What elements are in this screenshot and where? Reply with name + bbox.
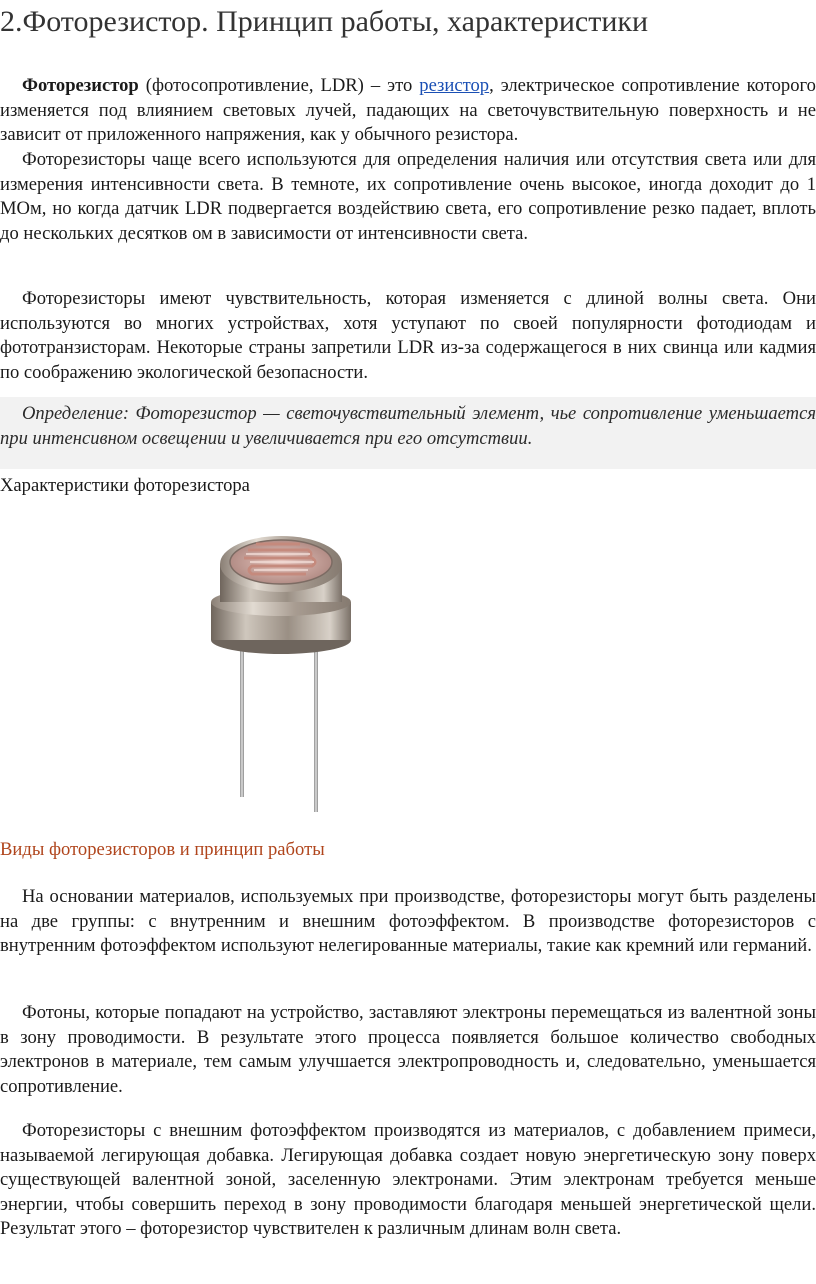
heading-types: Виды фоторезисторов и принцип работы [0, 839, 325, 860]
intro-paragraph [0, 74, 816, 148]
paragraph-photons: Фотоны, которые попадают на устройство, заставляют электроны перемещаться из валентной зоны в зону проводимости. В результате этого процесса появляется большое количество свободных электронов в материале, тем самым улучшается электропроводность и, следовательно, уменьшается сопротивление. [0, 1002, 816, 1097]
heading-characteristics: Характеристики фоторезистора [0, 475, 250, 496]
intro-term: Фоторезистор [22, 75, 139, 96]
resistor-link[interactable]: резистор [419, 75, 490, 96]
paragraph-sensitivity: Фоторезисторы имеют чувствительность, которая изменяется с длиной волны света. Они используются во многих устройствах, хотя уступают по своей популярности фотодиодам и фототранзисторам. Некоторые страны запретили LDR из-за содержащегося в них свинца или кадмия по соображению экологической безопасности. [0, 288, 816, 383]
page-title: 2.Фоторезистор. Принцип работы, характеристики [0, 5, 649, 38]
paragraph-usage: Фоторезисторы чаще всего используются для определения наличия или отсутствия света или для измерения интенсивности света. В темноте, их сопротивление очень высокое, иногда доходит до 1 МОм, но когда датчик LDR подвергается воздействию света, его сопротивление резко падает, вплоть до нескольких десятков ом в зависимости от интенсивности света. [0, 149, 816, 244]
intro-text-after-link: , электрическое сопротивление которого изменяется под влиянием световых лучей, падающих на светочувствительную поверхность и не зависит от приложенного напряжения, как у обычного резистора. [0, 75, 816, 146]
photoresistor-photo [196, 522, 366, 818]
intro-text-before-link: (фотосопротивление, LDR) – это [138, 75, 420, 96]
definition-text: Определение: Фоторезистор — светочувствительный элемент, чье сопротивление уменьшается при интенсивном освещении и увеличивается при его отсутствии. [0, 403, 816, 449]
paragraph-external-effect: Фоторезисторы с внешним фотоэффектом производятся из материалов, с добавлением примеси, называемой легирующая добавка. Легирующая добавка создает новую энергетическую зону поверх существующей валентной зоной, заселенную электронами. Этим электронам требуется меньше энергии, чтобы совершить переход в зону проводимости благодаря меньшей энергетической щели. Результат этого – фоторезистор чувствителен к различным длинам волн света. [0, 1120, 816, 1240]
definition-box [0, 397, 816, 469]
paragraph-groups: На основании материалов, используемых при производстве, фоторезисторы могут быть разделены на две группы: с внутренним и внешним фотоэффектом. В производстве фоторезисторов с внутренним фотоэффектом используют нелегированные материалы, такие как кремний или германий. [0, 886, 816, 957]
